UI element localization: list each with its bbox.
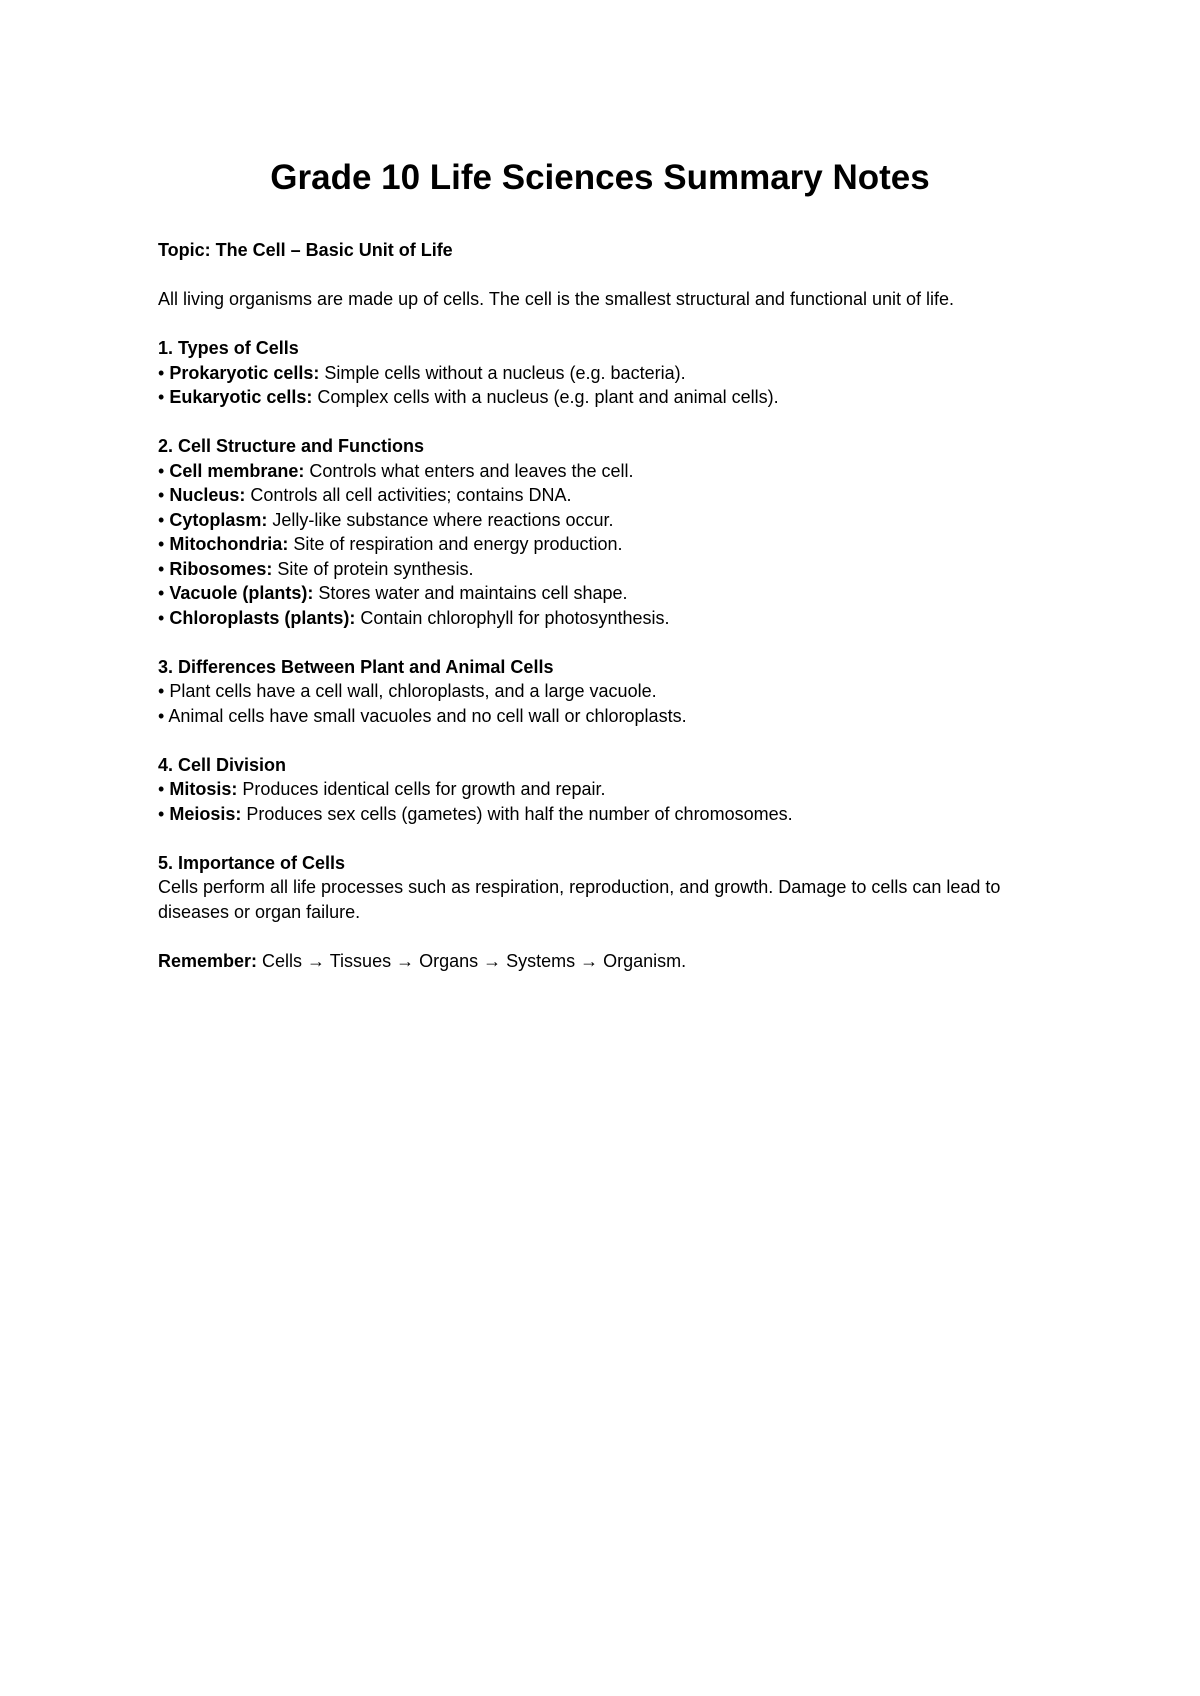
section-4 (158, 753, 1058, 827)
bullet-marker: • (158, 534, 165, 554)
bullet-marker: • (158, 558, 165, 579)
bullet-marker: • (158, 705, 165, 726)
list-item-term: Mitosis: (169, 779, 238, 799)
list-item-term: Cell membrane: (169, 460, 305, 481)
remember-line (158, 949, 1058, 974)
list-item (158, 802, 1058, 827)
list-item (158, 557, 1058, 582)
bullet-marker: • (158, 803, 165, 824)
bullet-marker: • (158, 681, 165, 701)
section-importance (158, 851, 1058, 925)
bullet-marker: • (158, 509, 165, 530)
section-heading: 2. Cell Structure and Functions (158, 436, 425, 456)
intro-paragraph: All living organisms are made up of cells. The cell is the smallest structural and functional unit of life. (158, 289, 955, 309)
list-item-text: Stores water and maintains cell shape. (313, 583, 628, 603)
list-item-term: Prokaryotic cells: (169, 362, 320, 383)
list-item-text: Plant cells have a cell wall, chloroplasts, and a large vacuole. (169, 681, 657, 701)
bullet-marker: • (158, 387, 165, 407)
remember-term: Remember: (158, 950, 258, 971)
list-item-text: Complex cells with a nucleus (e.g. plant and animal cells). (312, 387, 779, 407)
list-item (158, 508, 1058, 533)
sections-container (158, 336, 1058, 826)
bullet-marker: • (158, 460, 165, 481)
section-heading: 5. Importance of Cells (158, 852, 346, 873)
list-item-text: Produces sex cells (gametes) with half the number of chromosomes. (241, 803, 793, 824)
bullet-marker: • (158, 583, 165, 603)
bullet-marker: • (158, 362, 165, 383)
document-body (158, 238, 1058, 973)
list-item-text: Controls all cell activities; contains DNA. (245, 485, 572, 505)
list-item-text: Simple cells without a nucleus (e.g. bacteria). (319, 362, 686, 383)
list-item-term: Eukaryotic cells: (169, 387, 313, 407)
list-item-text: Contain chlorophyll for photosynthesis. (355, 607, 670, 628)
list-item (158, 385, 1058, 410)
importance-paragraph: Cells perform all life processes such as respiration, reproduction, and growth. Damage to cells can lead to diseases or organ failure. (158, 877, 1001, 922)
list-item-text: Produces identical cells for growth and repair. (237, 779, 606, 799)
list-item-term: Chloroplasts (plants): (169, 607, 356, 628)
topic-line: Topic: The Cell – Basic Unit of Life (158, 240, 453, 260)
list-item-text: Animal cells have small vacuoles and no cell wall or chloroplasts. (168, 705, 687, 726)
list-item (158, 483, 1058, 508)
section-2 (158, 434, 1058, 630)
section-heading: 1. Types of Cells (158, 338, 299, 358)
list-item-term: Ribosomes: (169, 558, 273, 579)
list-item-term: Meiosis: (169, 803, 242, 824)
list-item (158, 459, 1058, 484)
list-item (158, 777, 1058, 802)
list-item (158, 581, 1058, 606)
page-title: Grade 10 Life Sciences Summary Notes (270, 158, 930, 197)
remember-text: Cells → Tissues → Organs → Systems → Organism. (257, 950, 687, 971)
list-item-term: Cytoplasm: (169, 509, 268, 530)
list-item-term: Mitochondria: (169, 534, 289, 554)
list-item-term: Vacuole (plants): (169, 583, 314, 603)
section-1 (158, 336, 1058, 410)
list-item (158, 679, 1058, 704)
section-heading: 4. Cell Division (158, 754, 287, 775)
section-3 (158, 655, 1058, 729)
section-heading: 3. Differences Between Plant and Animal Cells (158, 656, 554, 677)
bullet-marker: • (158, 485, 165, 505)
list-item-text: Jelly-like substance where reactions occur. (267, 509, 614, 530)
bullet-marker: • (158, 607, 165, 628)
list-item-text: Controls what enters and leaves the cell. (304, 460, 634, 481)
list-item-text: Site of protein synthesis. (272, 558, 474, 579)
list-item-term: Nucleus: (169, 485, 246, 505)
list-item (158, 606, 1058, 631)
list-item (158, 704, 1058, 729)
bullet-marker: • (158, 779, 165, 799)
list-item-text: Site of respiration and energy production. (288, 534, 623, 554)
list-item (158, 361, 1058, 386)
list-item (158, 532, 1058, 557)
